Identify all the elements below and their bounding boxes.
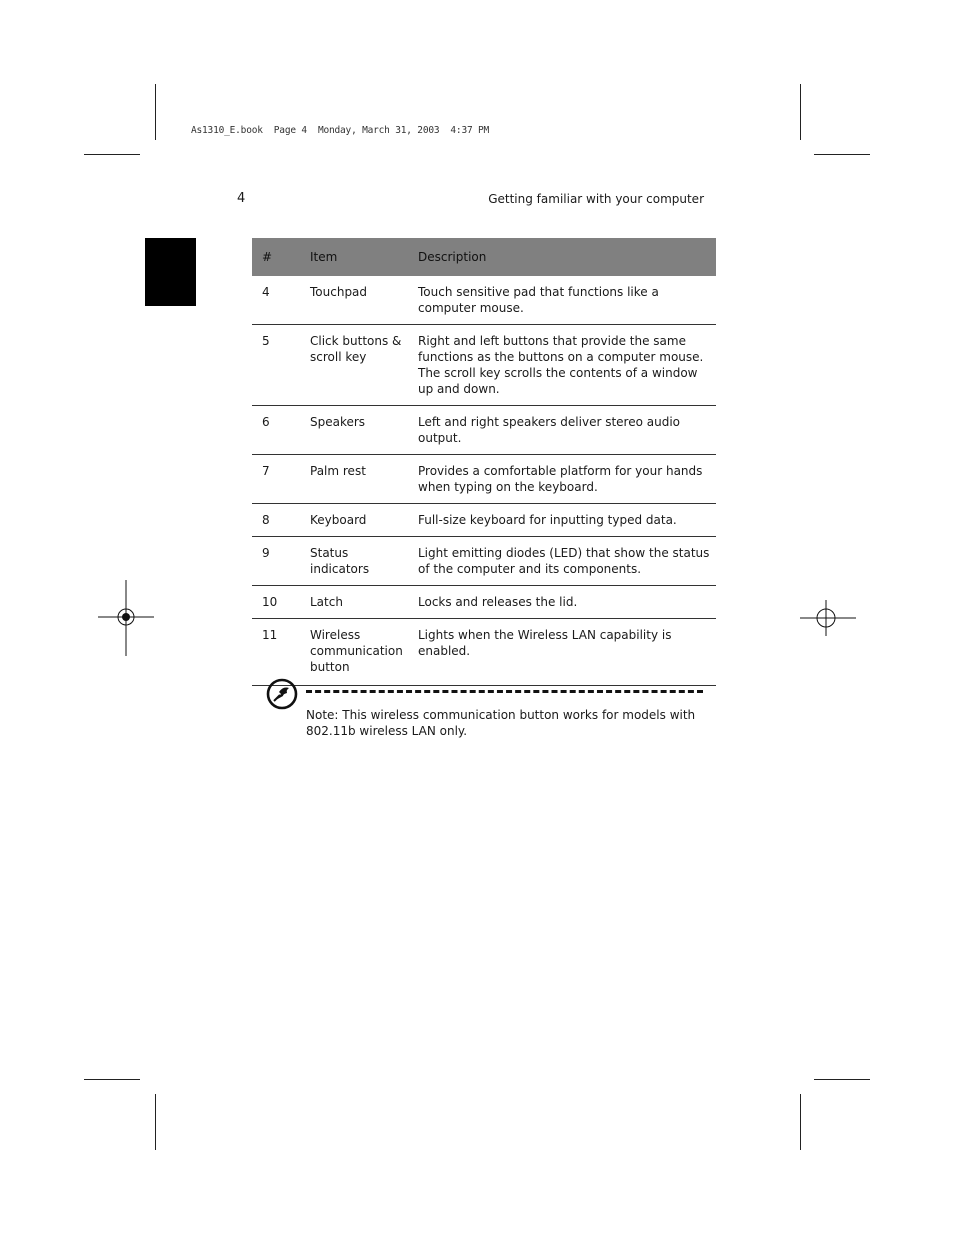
crop-mark-bottom-left-v xyxy=(155,1094,156,1150)
crop-mark-top-right-h xyxy=(814,154,870,155)
row-item: Click buttons & scroll key xyxy=(300,325,408,406)
row-description: Right and left buttons that provide the same functions as the buttons on a computer mouse. The scroll key scrolls the contents of a window up and down. xyxy=(408,325,716,406)
note-icon xyxy=(266,678,298,710)
row-description: Light emitting diodes (LED) that show the status of the computer and its components. xyxy=(408,537,716,586)
row-number: 6 xyxy=(252,406,300,455)
crop-mark-top-left-h xyxy=(84,154,140,155)
registration-mark-left xyxy=(96,578,156,658)
row-description: Locks and releases the lid. xyxy=(408,586,716,619)
note-divider xyxy=(306,690,703,693)
table-header-row xyxy=(252,238,716,276)
note-text: Note: This wireless communication button works for models with 802.11b wireless LAN only. xyxy=(306,708,696,738)
row-item: Status indicators xyxy=(300,537,408,586)
row-number: 9 xyxy=(252,537,300,586)
row-description: Provides a comfortable platform for your hands when typing on the keyboard. xyxy=(408,455,716,504)
component-table xyxy=(252,238,716,686)
row-description: Full-size keyboard for inputting typed data. xyxy=(408,504,716,537)
table-row xyxy=(252,325,716,406)
crop-mark-bottom-left-h xyxy=(84,1079,140,1080)
table-row xyxy=(252,586,716,619)
page-number: 4 xyxy=(237,191,246,206)
row-description: Left and right speakers deliver stereo audio output. xyxy=(408,406,716,455)
row-number: 4 xyxy=(252,276,300,325)
row-number: 8 xyxy=(252,504,300,537)
row-description: Lights when the Wireless LAN capability is enabled. xyxy=(408,619,716,686)
row-item: Latch xyxy=(300,586,408,619)
row-item: Wireless communication button xyxy=(300,619,408,686)
header-number: # xyxy=(252,238,300,276)
row-item: Speakers xyxy=(300,406,408,455)
print-slug: As1310_E.book Page 4 Monday, March 31, 2003 4:37 PM xyxy=(191,125,490,136)
registration-mark-right xyxy=(798,598,858,638)
table-row xyxy=(252,406,716,455)
row-number: 10 xyxy=(252,586,300,619)
header-description: Description xyxy=(408,238,716,276)
crop-mark-bottom-right-v xyxy=(800,1094,801,1150)
crop-mark-top-left-v xyxy=(155,84,156,140)
table-row xyxy=(252,276,716,325)
row-description: Touch sensitive pad that functions like a computer mouse. xyxy=(408,276,716,325)
table-row xyxy=(252,455,716,504)
row-item: Touchpad xyxy=(300,276,408,325)
table-row xyxy=(252,537,716,586)
table-row xyxy=(252,504,716,537)
row-number: 11 xyxy=(252,619,300,686)
row-item: Palm rest xyxy=(300,455,408,504)
row-item: Keyboard xyxy=(300,504,408,537)
crop-mark-bottom-right-h xyxy=(814,1079,870,1080)
row-number: 5 xyxy=(252,325,300,406)
table-row xyxy=(252,619,716,686)
chapter-tab xyxy=(145,238,196,306)
header-item: Item xyxy=(300,238,408,276)
running-header: Getting familiar with your computer xyxy=(488,192,704,206)
crop-mark-top-right-v xyxy=(800,84,801,140)
row-number: 7 xyxy=(252,455,300,504)
